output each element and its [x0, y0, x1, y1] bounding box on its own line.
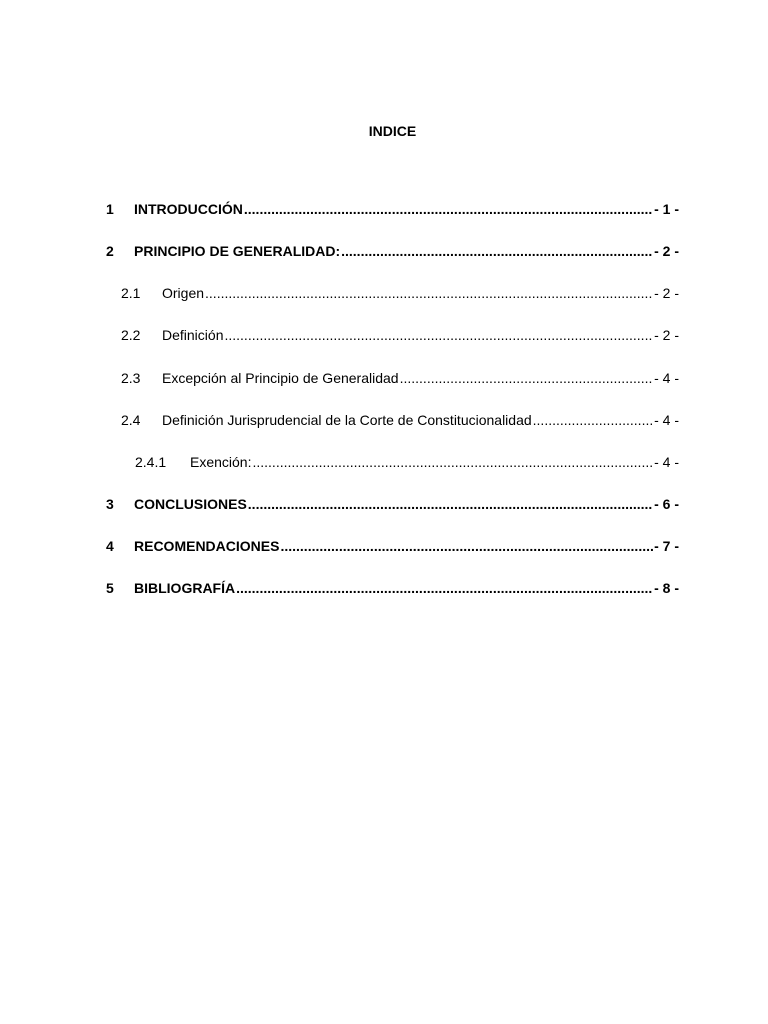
toc-entry-page: - 2 - [654, 285, 679, 301]
toc-entry-page: - 7 - [654, 538, 679, 554]
toc-entry-number: 4 [106, 538, 114, 554]
toc-entry[interactable] [106, 495, 679, 513]
toc-entry-number: 2 [106, 243, 114, 259]
toc-entry-number: 2.3 [121, 370, 141, 386]
toc-entry-number: 2.4 [121, 412, 141, 428]
toc-entry-title: Origen [162, 285, 205, 301]
toc-entry[interactable] [106, 579, 679, 597]
toc-entry-title: Exención: [190, 454, 252, 470]
toc-entry-title: BIBLIOGRAFÍA [134, 580, 236, 596]
toc-dot-leader [224, 326, 653, 344]
toc-entry-title: RECOMENDACIONES [134, 538, 280, 554]
toc-entry-number: 3 [106, 496, 114, 512]
toc-entry-page: - 4 - [654, 412, 679, 428]
toc-entry-number: 1 [106, 201, 114, 217]
toc-dot-leader [244, 200, 653, 218]
toc-dot-leader [236, 579, 653, 597]
toc-entry[interactable] [121, 369, 679, 387]
toc-entry[interactable] [121, 284, 679, 302]
toc-dot-leader [280, 537, 653, 555]
page-title: INDICE [368, 123, 417, 139]
toc-entry-title: INTRODUCCIÓN [134, 201, 243, 217]
toc-entry-title: Excepción al Principio de Generalidad [162, 370, 399, 386]
toc-dot-leader [533, 411, 653, 429]
toc-entry[interactable] [135, 453, 679, 471]
toc-entry-page: - 4 - [654, 370, 679, 386]
toc-entry-number: 2.4.1 [135, 454, 167, 470]
toc-dot-leader [248, 495, 653, 513]
toc-entry-number: 2.1 [121, 285, 141, 301]
toc-entry[interactable] [106, 537, 679, 555]
toc-entry-title: CONCLUSIONES [134, 496, 247, 512]
toc-dot-leader [252, 453, 653, 471]
toc-entry-page: - 2 - [654, 243, 679, 259]
toc-entry[interactable] [106, 200, 679, 218]
toc-dot-leader [400, 369, 654, 387]
toc-entry-page: - 4 - [654, 454, 679, 470]
toc-entry[interactable] [121, 411, 679, 429]
toc-entry-number: 2.2 [121, 327, 141, 343]
toc-entry-number: 5 [106, 580, 114, 596]
toc-dot-leader [341, 242, 653, 260]
toc-entry-title: Definición Jurisprudencial de la Corte de Constitucionalidad [162, 412, 532, 428]
toc-entry-page: - 2 - [654, 327, 679, 343]
toc-entry-title: PRINCIPIO DE GENERALIDAD: [134, 243, 341, 259]
toc-dot-leader [205, 284, 653, 302]
toc-entry[interactable] [106, 242, 679, 260]
toc-entry-page: - 6 - [654, 496, 679, 512]
toc-entry[interactable] [121, 326, 679, 344]
toc-entry-title: Definición [162, 327, 224, 343]
toc-entry-page: - 1 - [654, 201, 679, 217]
toc-entry-page: - 8 - [654, 580, 679, 596]
